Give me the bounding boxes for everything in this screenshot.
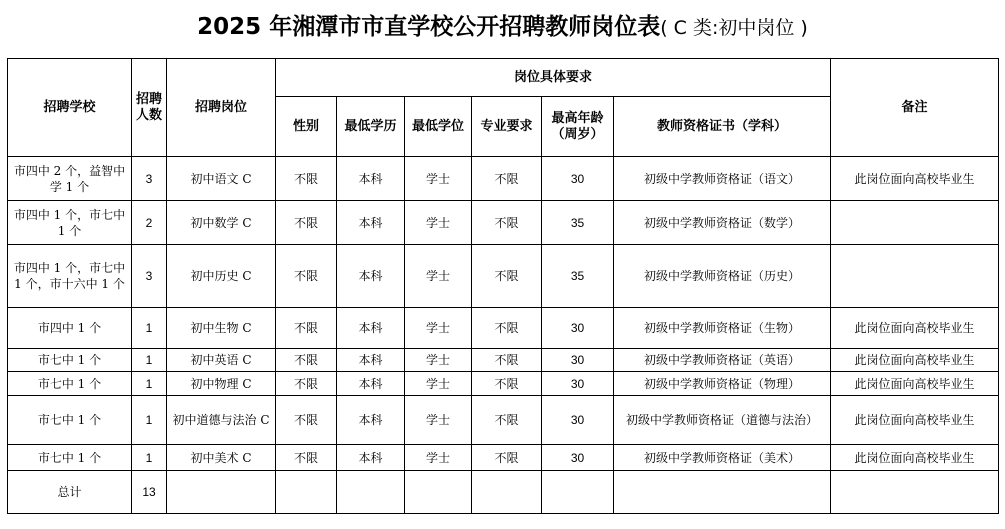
cell-major: 不限 — [472, 201, 542, 245]
cell-gender: 不限 — [276, 445, 337, 471]
cell-major: 不限 — [472, 308, 542, 349]
cell-gender: 不限 — [276, 201, 337, 245]
cell-degree: 学士 — [405, 396, 472, 445]
cell-degree: 学士 — [405, 372, 472, 396]
header-max-age: 最高年龄（周岁） — [542, 97, 614, 157]
cell-position: 初中历史 C — [167, 245, 276, 308]
cell-major: 不限 — [472, 349, 542, 372]
empty-cell — [167, 471, 276, 514]
empty-cell — [831, 471, 999, 514]
cell-age: 30 — [542, 396, 614, 445]
header-certificate: 教师资格证书（学科） — [614, 97, 831, 157]
cell-gender: 不限 — [276, 396, 337, 445]
cell-certificate: 初级中学教师资格证（美术） — [614, 445, 831, 471]
cell-count: 1 — [132, 445, 167, 471]
cell-notes: 此岗位面向高校毕业生 — [831, 157, 999, 201]
cell-position: 初中道德与法治 C — [167, 396, 276, 445]
title-main: 2025 年湘潭市市直学校公开招聘教师岗位表 — [197, 14, 661, 40]
cell-major: 不限 — [472, 396, 542, 445]
cell-notes: 此岗位面向高校毕业生 — [831, 396, 999, 445]
cell-education: 本科 — [337, 349, 405, 372]
cell-education: 本科 — [337, 396, 405, 445]
cell-age: 35 — [542, 201, 614, 245]
cell-school: 市七中 1 个 — [8, 445, 132, 471]
total-row — [8, 471, 999, 514]
cell-certificate: 初级中学教师资格证（语文） — [614, 157, 831, 201]
table-row — [8, 201, 999, 245]
cell-degree: 学士 — [405, 445, 472, 471]
page-title — [0, 8, 1005, 41]
cell-education: 本科 — [337, 445, 405, 471]
empty-cell — [276, 471, 337, 514]
cell-count: 1 — [132, 396, 167, 445]
cell-education: 本科 — [337, 308, 405, 349]
cell-degree: 学士 — [405, 201, 472, 245]
header-notes: 备注 — [831, 59, 999, 157]
cell-degree: 学士 — [405, 245, 472, 308]
cell-school: 市七中 1 个 — [8, 396, 132, 445]
cell-position: 初中美术 C — [167, 445, 276, 471]
header-major: 专业要求 — [472, 97, 542, 157]
cell-school: 市七中 1 个 — [8, 349, 132, 372]
cell-gender: 不限 — [276, 308, 337, 349]
cell-position: 初中语文 C — [167, 157, 276, 201]
cell-education: 本科 — [337, 157, 405, 201]
cell-certificate: 初级中学教师资格证（物理） — [614, 372, 831, 396]
cell-certificate: 初级中学教师资格证（历史） — [614, 245, 831, 308]
cell-count: 3 — [132, 245, 167, 308]
cell-notes — [831, 245, 999, 308]
cell-age: 35 — [542, 245, 614, 308]
cell-school: 市七中 1 个 — [8, 372, 132, 396]
cell-education: 本科 — [337, 201, 405, 245]
empty-cell — [337, 471, 405, 514]
header-count: 招聘人数 — [132, 59, 167, 157]
cell-age: 30 — [542, 349, 614, 372]
cell-school: 市四中 1 个，市七中 1 个，市十六中 1 个 — [8, 245, 132, 308]
cell-count: 3 — [132, 157, 167, 201]
cell-gender: 不限 — [276, 349, 337, 372]
cell-gender: 不限 — [276, 245, 337, 308]
cell-count: 1 — [132, 349, 167, 372]
header-requirements: 岗位具体要求 — [276, 59, 831, 97]
cell-education: 本科 — [337, 245, 405, 308]
table-row — [8, 372, 999, 396]
total-label: 总计 — [8, 471, 132, 514]
cell-count: 2 — [132, 201, 167, 245]
header-position: 招聘岗位 — [167, 59, 276, 157]
cell-certificate: 初级中学教师资格证（英语） — [614, 349, 831, 372]
table-row — [8, 396, 999, 445]
cell-age: 30 — [542, 445, 614, 471]
header-min-education: 最低学历 — [337, 97, 405, 157]
header-school: 招聘学校 — [8, 59, 132, 157]
cell-major: 不限 — [472, 245, 542, 308]
table-row — [8, 245, 999, 308]
cell-school: 市四中 1 个 — [8, 308, 132, 349]
cell-major: 不限 — [472, 157, 542, 201]
cell-gender: 不限 — [276, 157, 337, 201]
cell-age: 30 — [542, 308, 614, 349]
cell-position: 初中英语 C — [167, 349, 276, 372]
table-row — [8, 445, 999, 471]
cell-degree: 学士 — [405, 308, 472, 349]
empty-cell — [405, 471, 472, 514]
table-row — [8, 157, 999, 201]
recruitment-table — [7, 58, 999, 514]
cell-certificate: 初级中学教师资格证（数学） — [614, 201, 831, 245]
cell-notes — [831, 201, 999, 245]
empty-cell — [472, 471, 542, 514]
table-row — [8, 308, 999, 349]
cell-notes: 此岗位面向高校毕业生 — [831, 349, 999, 372]
header-min-degree: 最低学位 — [405, 97, 472, 157]
cell-notes: 此岗位面向高校毕业生 — [831, 372, 999, 396]
total-count: 13 — [132, 471, 167, 514]
header-row-1 — [8, 59, 999, 97]
cell-position: 初中数学 C — [167, 201, 276, 245]
cell-school: 市四中 2 个，益智中学 1 个 — [8, 157, 132, 201]
empty-cell — [542, 471, 614, 514]
cell-degree: 学士 — [405, 349, 472, 372]
cell-age: 30 — [542, 372, 614, 396]
title-suffix: ( C 类:初中岗位 ) — [660, 17, 808, 39]
cell-major: 不限 — [472, 445, 542, 471]
cell-school: 市四中 1 个，市七中 1 个 — [8, 201, 132, 245]
cell-count: 1 — [132, 372, 167, 396]
cell-gender: 不限 — [276, 372, 337, 396]
cell-major: 不限 — [472, 372, 542, 396]
table-row — [8, 349, 999, 372]
header-gender: 性别 — [276, 97, 337, 157]
empty-cell — [614, 471, 831, 514]
cell-count: 1 — [132, 308, 167, 349]
cell-notes: 此岗位面向高校毕业生 — [831, 308, 999, 349]
cell-degree: 学士 — [405, 157, 472, 201]
cell-age: 30 — [542, 157, 614, 201]
cell-position: 初中生物 C — [167, 308, 276, 349]
cell-position: 初中物理 C — [167, 372, 276, 396]
cell-certificate: 初级中学教师资格证（生物） — [614, 308, 831, 349]
cell-notes: 此岗位面向高校毕业生 — [831, 445, 999, 471]
cell-certificate: 初级中学教师资格证（道德与法治） — [614, 396, 831, 445]
cell-education: 本科 — [337, 372, 405, 396]
